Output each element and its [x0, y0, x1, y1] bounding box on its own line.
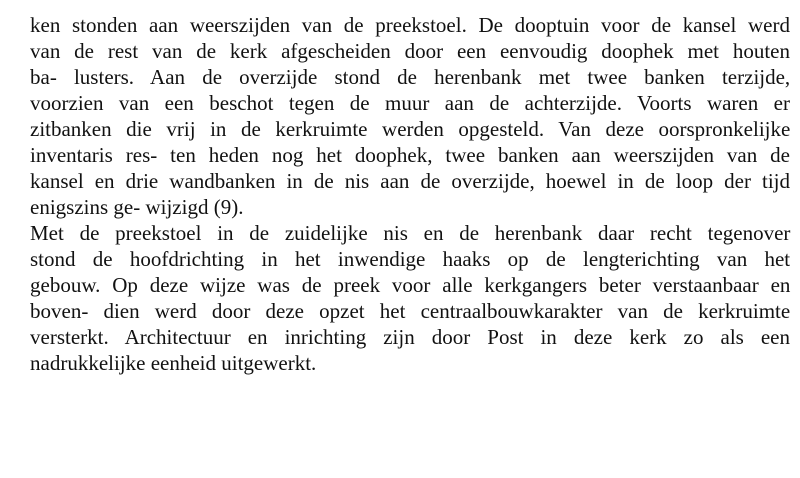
text-line: Met de preekstoel in de zuidelijke nis en de herenbank daar recht tegenover [30, 221, 791, 245]
text-line: kansel en drie wandbanken in de nis aan de overzijde, hoewel in de loop der tijd [30, 169, 790, 193]
text-line: zitbanken die vrij in de kerkruimte werden opgesteld. Van deze oorspronkelijke [30, 117, 791, 141]
text-line: enigszins ge- wijzigd (9). [30, 195, 244, 219]
text-line: inventaris res- ten heden nog het doophek, twee banken aan weerszijden van de [30, 143, 790, 167]
text-line: stond de hoofdrichting in het inwendige haaks op de lengterichting van het [30, 247, 791, 271]
text-line: ken stonden aan weerszijden van de preekstoel. De dooptuin voor de kansel werd [30, 13, 790, 37]
text-line: nadrukkelijke eenheid uitgewerkt. [30, 351, 317, 375]
text-line: gebouw. Op deze wijze was de preek voor alle kerkgangers beter verstaanbaar en [30, 273, 791, 297]
text-line: versterkt. Architectuur en inrichting zijn door Post in deze kerk zo als een [30, 325, 790, 349]
body-text [30, 12, 790, 376]
text-line: voorzien van een beschot tegen de muur aan de achterzijde. Voorts waren er [30, 91, 790, 115]
text-line: boven- dien werd door deze opzet het centraalbouwkarakter van de kerkruimte [30, 299, 791, 323]
paragraph-2 [30, 220, 790, 376]
text-line: ba- lusters. Aan de overzijde stond de herenbank met twee banken terzijde, [30, 65, 791, 89]
paragraph-1 [30, 12, 790, 220]
text-line: van de rest van de kerk afgescheiden door een eenvoudig doophek met houten [30, 39, 790, 63]
